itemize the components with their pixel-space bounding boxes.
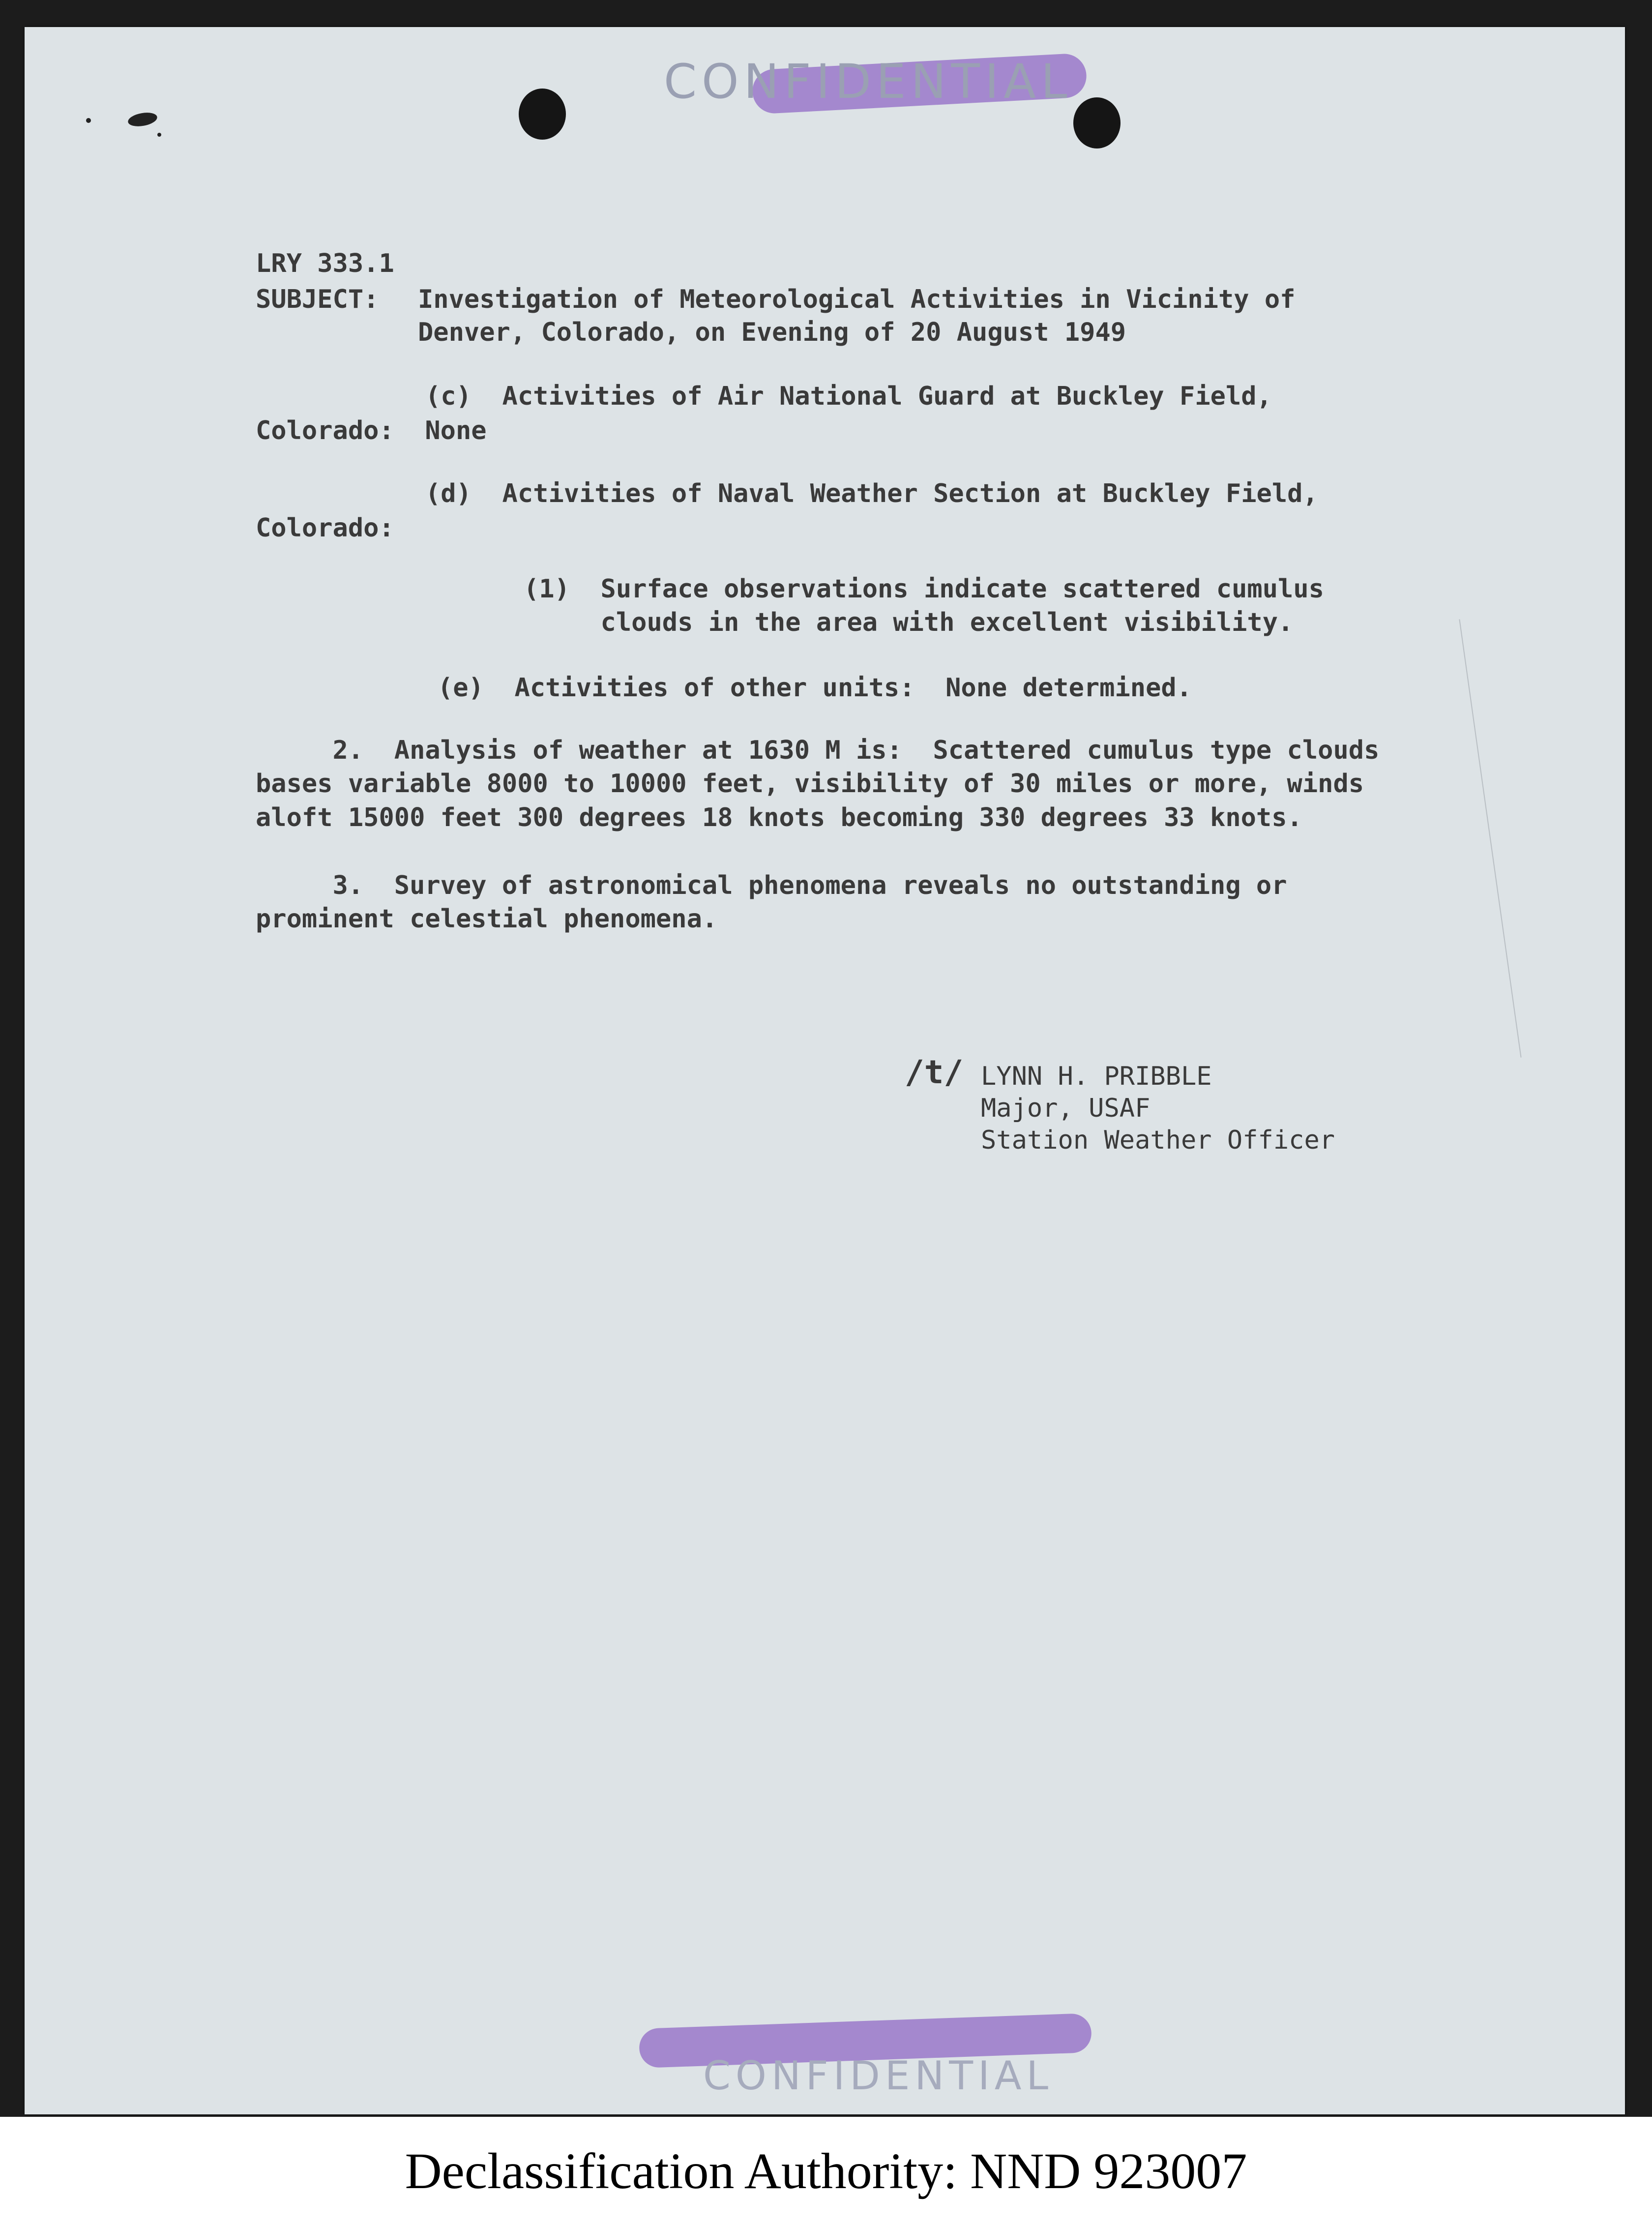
- item-d-line-1: (d) Activities of Naval Weather Section at Buckley Field,: [425, 479, 1318, 508]
- ink-blot: [86, 118, 91, 123]
- paragraph-3-line-2: prominent celestial phenomena.: [256, 904, 718, 934]
- item-d-line-2: Colorado:: [256, 513, 394, 543]
- item-d1-line-1: (1) Surface observations indicate scattered cumulus: [524, 574, 1324, 604]
- ink-blot: [127, 111, 158, 128]
- ink-blot: [157, 133, 161, 137]
- item-c-line-1: (c) Activities of Air National Guard at Buckley Field,: [425, 382, 1272, 411]
- confidential-stamp-top: CONFIDENTIAL: [664, 54, 1072, 109]
- signature-rank: Major, USAF: [981, 1094, 1150, 1123]
- paragraph-2-line-1: 2. Analysis of weather at 1630 M is: Scattered cumulus type clouds: [256, 736, 1380, 765]
- item-e: (e) Activities of other units: None determined.: [438, 673, 1192, 703]
- punch-hole-right: [1073, 97, 1121, 148]
- declassification-footer: [0, 2117, 1652, 2225]
- declassification-text: Declassification Authority: NND 923007: [405, 2142, 1247, 2199]
- paragraph-3-line-1: 3. Survey of astronomical phenomena reveals no outstanding or: [256, 871, 1287, 900]
- subject-line-1: Investigation of Meteorological Activities in Vicinity of: [418, 285, 1296, 314]
- signature-title: Station Weather Officer: [981, 1126, 1335, 1155]
- paragraph-2-line-3: aloft 15000 feet 300 degrees 18 knots becoming 330 degrees 33 knots.: [256, 803, 1302, 832]
- punch-hole-left: [519, 89, 566, 140]
- item-c-line-2: Colorado: None: [256, 416, 487, 445]
- subject-label: SUBJECT:: [256, 285, 379, 314]
- item-d1-line-2: clouds in the area with excellent visibility.: [524, 608, 1294, 637]
- file-reference: LRY 333.1: [256, 249, 394, 278]
- document-page: [25, 27, 1625, 2114]
- signature-name: LYNN H. PRIBBLE: [981, 1062, 1212, 1091]
- subject-line-2: Denver, Colorado, on Evening of 20 August 1949: [418, 318, 1126, 347]
- signature-prefix: /t/: [905, 1053, 964, 1091]
- paragraph-2-line-2: bases variable 8000 to 10000 feet, visibility of 30 miles or more, winds: [256, 769, 1364, 799]
- confidential-stamp-bottom: CONFIDENTIAL: [703, 2053, 1054, 2099]
- paper-crease: [1459, 619, 1521, 1058]
